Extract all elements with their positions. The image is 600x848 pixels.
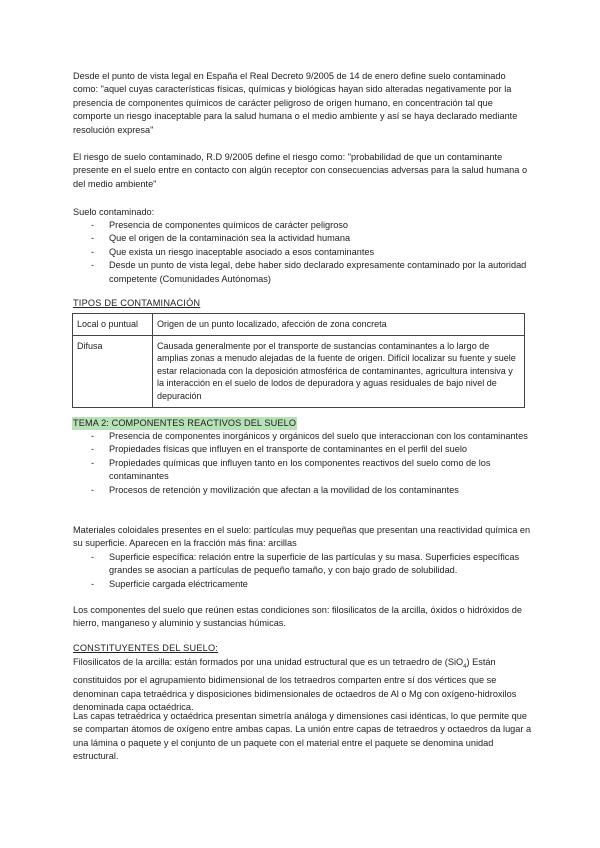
list-materiales: [73, 551, 533, 591]
list-item: - Presencia de componentes químicos de carácter peligroso: [73, 219, 533, 232]
table-cell-key: Difusa: [73, 335, 153, 407]
paragraph-componentes: Los componentes del suelo que reúnen estas condiciones son: filosilicatos de la arcilla, óxidos o hidróxidos de hierro, manganeso y aluminio y sustancias húmicas.: [73, 605, 522, 629]
list-tema2: [73, 430, 533, 497]
paragraph-filosilicatos: [73, 656, 533, 714]
paragraph-suelo-intro: Suelo contaminado:: [73, 207, 155, 217]
paragraph-capas: Las capas tetraédrica y octaédrica presentan simetría análoga y dimensiones casi idénticas, lo que permite que se compartan átomos de oxígeno entre ambas capas. La unión entre capas de tetraedros y octaedros da lugar a una lámina o paquete y el conjunto de un paquete con el material entre el paquete se denomina unidad estructural.: [73, 711, 532, 762]
list-item: - Que exista un riesgo inaceptable asociado a esos contaminantes: [73, 246, 533, 259]
paragraph-riesgo-definition: El riesgo de suelo contaminado, R.D 9/2005 define el riesgo como: "probabilidad de que un contaminante presente en el suelo entre en contacto con algún receptor con consecuencias adversas para la salud humana o del medio ambiente": [73, 152, 528, 189]
table-tipos-contaminacion: [72, 313, 525, 408]
table-cell-value: Origen de un punto localizado, afección de zona concreta: [153, 314, 525, 336]
filosilicatos-text-a: Filosilicatos de la arcilla: están formados por una unidad estructural que es un tetraedro de (SiO: [73, 657, 464, 667]
list-item: - Superficie cargada eléctricamente: [73, 578, 533, 591]
list-item: - Propiedades químicas que influyen tanto en los componentes reactivos del suelo como de los contaminantes: [73, 457, 533, 484]
list-item: - Que el origen de la contaminación sea la actividad humana: [73, 232, 533, 245]
filosilicatos-text-b: ) Están constituidos por el agrupamiento bidimensional de los tetraedros comparten entre sí dos vértices que se denominan capa tetraédrica y disposiciones bidimensionales de octaedros de Al o Mg con oxígeno-hidroxilos denominada capa octaédrica.: [73, 657, 517, 713]
table-cell-value: Causada generalmente por el transporte de sustancias contaminantes a lo largo de amplias zonas a menudo alejadas de la fuente de origen. Difícil localizar su fuente y suele estar relacionada con la deposición atmosférica de contaminantes, agricultura intensiva y la interacción en el suelo de lodos de depuradora y aguas residuales de bajo nivel de depuración: [153, 335, 525, 407]
heading-tipos-contaminacion: TIPOS DE CONTAMINACIÓN: [73, 298, 201, 308]
list-suelo-contaminado: [73, 219, 533, 286]
list-item: - Procesos de retención y movilización que afectan a la movilidad de los contaminantes: [73, 484, 533, 497]
list-item: - Desde un punto de vista legal, debe haber sido declarado expresamente contaminado por la autoridad competente (Comunidades Autónomas): [73, 259, 533, 286]
table-row: [73, 335, 525, 407]
table-row: [73, 314, 525, 336]
heading-constituyentes: CONSTITUYENTES DEL SUELO:: [73, 643, 219, 653]
subscript-4: 4: [463, 663, 467, 670]
paragraph-materiales-coloidales: Materiales coloidales presentes en el suelo: partículas muy pequeñas que presentan una reactividad química en su superficie. Aparecen en la fracción más fina: arcillas: [73, 525, 531, 549]
list-item: - Presencia de componentes inorgánicos y orgánicos del suelo que interaccionan con los contaminantes: [73, 430, 533, 443]
paragraph-legal-definition: Desde el punto de vista legal en España el Real Decreto 9/2005 de 14 de enero define suelo contaminado como: "aquel cuyas características físicas, químicas y biológicas hayan sido alteradas negativamente por la presencia de componentes químicos de carácter peligroso de origen humano, en concentración tal que comporte un riesgo inaceptable para la salud humana o el medio ambiente y así se haya declarado mediante resolución expresa": [73, 71, 518, 135]
list-item: - Propiedades físicas que influyen en el transporte de contaminantes en el perfil del suelo: [73, 443, 533, 456]
table-cell-key: Local o puntual: [73, 314, 153, 336]
list-item: - Superficie específica: relación entre la superficie de las partículas y su masa. Superficies específicas grandes se asocian a partículas de pequeño tamaño, y con bajo grado de solubilidad.: [73, 551, 533, 578]
heading-tema2-highlighted: TEMA 2: COMPONENTES REACTIVOS DEL SUELO: [73, 418, 297, 428]
